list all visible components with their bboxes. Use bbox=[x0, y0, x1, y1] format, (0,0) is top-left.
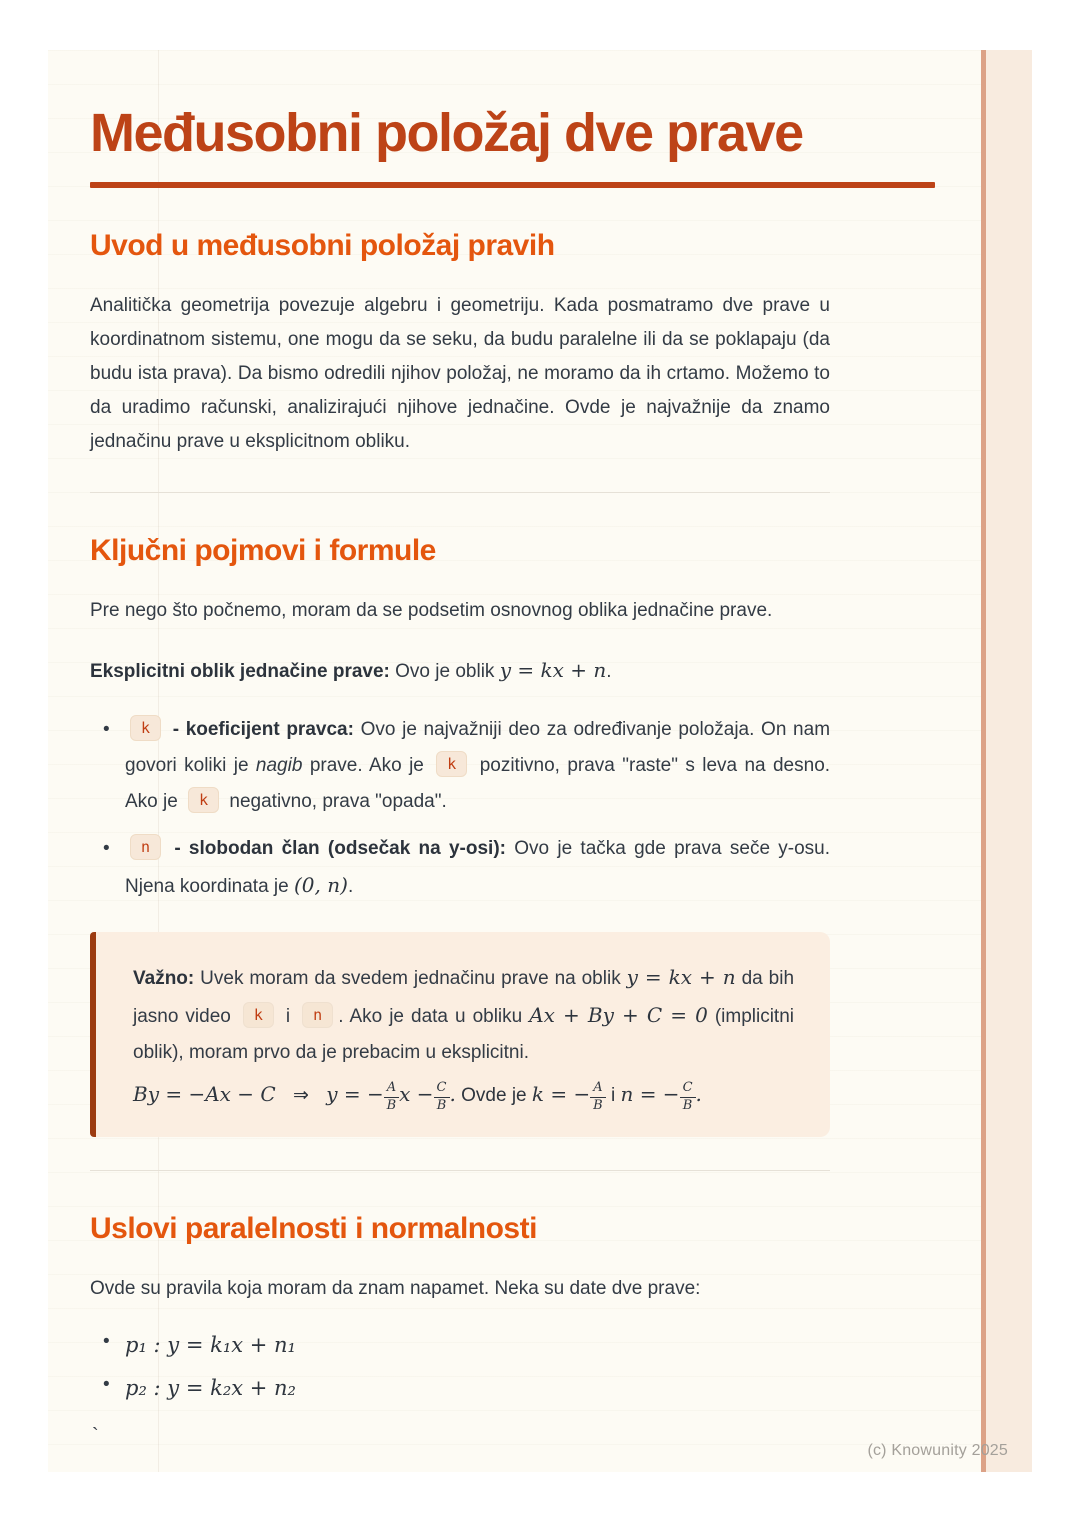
list-item-n bbox=[90, 831, 830, 905]
bullet-icon: • bbox=[103, 718, 110, 740]
section-heading-uvod: Uvod u međusobni položaj pravih bbox=[90, 228, 555, 262]
explicit-form-period: . bbox=[606, 660, 612, 682]
formula-x-minus: x − bbox=[399, 1081, 434, 1106]
kljucni-intro-paragraph: Pre nego što počnemo, moram da se podsetim osnovnog oblika jednačine prave. bbox=[90, 599, 773, 621]
formula-text-2: i bbox=[610, 1084, 616, 1106]
section-heading-uslovi: Uslovi paralelnosti i normalnosti bbox=[90, 1212, 537, 1246]
formula-k-eq: k = − bbox=[531, 1081, 591, 1106]
list-item-p2 bbox=[90, 1373, 830, 1403]
code-badge-k: k bbox=[188, 787, 219, 813]
formula-text-1: Ovde je bbox=[461, 1084, 527, 1106]
page-right-edge bbox=[981, 50, 1032, 1472]
explicit-form-text: Ovo je oblik bbox=[395, 660, 495, 682]
line-p2-equation: p₂ : y = k₂x + n₂ bbox=[125, 1376, 296, 1401]
formula-period: . bbox=[449, 1081, 456, 1106]
explicit-form-label: Eksplicitni oblik jednačine prave: bbox=[90, 660, 390, 682]
k-text-1: Ovo je najvažniji deo za određivanje položaja. On nam govori koliki je bbox=[125, 718, 831, 776]
callout-text-3: i bbox=[285, 1005, 291, 1027]
code-badge-n: n bbox=[302, 1002, 333, 1028]
footer-credit: (c) Knowunity 2025 bbox=[867, 1442, 1008, 1459]
k-text-2: prave. Ako je bbox=[309, 754, 424, 776]
document-page bbox=[48, 50, 1032, 1472]
code-badge-k: k bbox=[243, 1002, 274, 1028]
code-badge-n: n bbox=[130, 834, 161, 860]
n-definition-label: - slobodan član (odsečak na y-osi): bbox=[174, 837, 506, 859]
k-text-4: negativno, prava "opada". bbox=[229, 790, 447, 812]
fraction-a-over-b: $\frac{A}{B}$ bbox=[590, 1081, 605, 1113]
n-coordinate-math: (0, n) bbox=[294, 872, 348, 897]
formula-final-period: . bbox=[695, 1081, 702, 1106]
formula-y-eq: y = − bbox=[326, 1081, 384, 1106]
k-definition-label: - koeficijent pravca: bbox=[172, 718, 354, 740]
document-content bbox=[48, 50, 978, 1448]
callout-text-1: Uvek moram da svedem jednačinu prave na oblik bbox=[200, 967, 621, 989]
bullet-icon: • bbox=[103, 1374, 110, 1396]
callout-text-5: (implicitni oblik), moram prvo da je prebacim u eksplicitni. bbox=[133, 1005, 795, 1063]
n-text-2: . bbox=[347, 875, 354, 897]
fraction-c-over-b: $\frac{C}{B}$ bbox=[680, 1081, 696, 1113]
callout-text-4: . Ako je data u obliku bbox=[338, 1005, 523, 1027]
explicit-form-line bbox=[90, 653, 830, 689]
uslovi-intro-paragraph: Ovde su pravila koja moram da znam napamet. Neka su date dve prave: bbox=[90, 1278, 701, 1300]
n-text-1: Ovo je tačka gde prava seče y-osu. Njena koordinata je bbox=[125, 837, 831, 897]
fraction-c-over-b: $\frac{C}{B}$ bbox=[434, 1081, 450, 1113]
callout-formula bbox=[133, 1079, 794, 1113]
code-badge-k: k bbox=[130, 715, 161, 741]
callout-math-1: y = kx + n bbox=[626, 964, 736, 989]
nagib-italic: nagib bbox=[255, 754, 303, 776]
lines-bullet-list bbox=[90, 1330, 830, 1403]
fraction-a-over-b: $\frac{A}{B}$ bbox=[384, 1081, 399, 1113]
callout-math-2: Ax + By + C = 0 bbox=[529, 1002, 708, 1027]
stray-backtick: ` bbox=[92, 1425, 99, 1448]
formula-n-eq: n = − bbox=[620, 1081, 680, 1106]
concept-bullet-list bbox=[90, 712, 830, 905]
bullet-icon: • bbox=[103, 1331, 110, 1353]
callout-label: Važno: bbox=[133, 967, 195, 989]
page-title: Međusobni položaj dve prave bbox=[90, 103, 803, 163]
title-rule bbox=[90, 182, 935, 188]
list-item-k bbox=[90, 712, 830, 820]
explicit-form-math: y = kx + n bbox=[499, 657, 607, 682]
callout-text-2: da bih jasno video bbox=[133, 967, 795, 1027]
section-heading-kljucni: Ključni pojmovi i formule bbox=[90, 533, 436, 567]
bullet-icon: • bbox=[103, 837, 110, 859]
formula-lhs: By = −Ax − C bbox=[133, 1081, 276, 1106]
code-badge-k: k bbox=[436, 751, 467, 777]
line-p1-equation: p₁ : y = k₁x + n₁ bbox=[125, 1333, 296, 1358]
implies-arrow-icon: ⇒ bbox=[293, 1083, 309, 1106]
section-divider bbox=[90, 492, 830, 493]
list-item-p1 bbox=[90, 1330, 830, 1360]
section-divider bbox=[90, 1170, 830, 1171]
uvod-paragraph: Analitička geometrija povezuje algebru i geometriju. Kada posmatramo dve prave u koordinatnom sistemu, one mogu da se seku, da budu paralelne ili da se poklapaju (da budu ista prava). Da bismo odredili njihov položaj, ne moramo da ih crtamo. Možemo to da uradimo računski, analizirajući njihove jednačine. Ovde je najvažnije da znamo jednačinu prave u eksplicitnom obliku. bbox=[90, 294, 830, 452]
k-text-3: pozitivno, prava "raste" s leva na desno. Ako je bbox=[125, 754, 831, 812]
important-callout bbox=[90, 932, 830, 1137]
